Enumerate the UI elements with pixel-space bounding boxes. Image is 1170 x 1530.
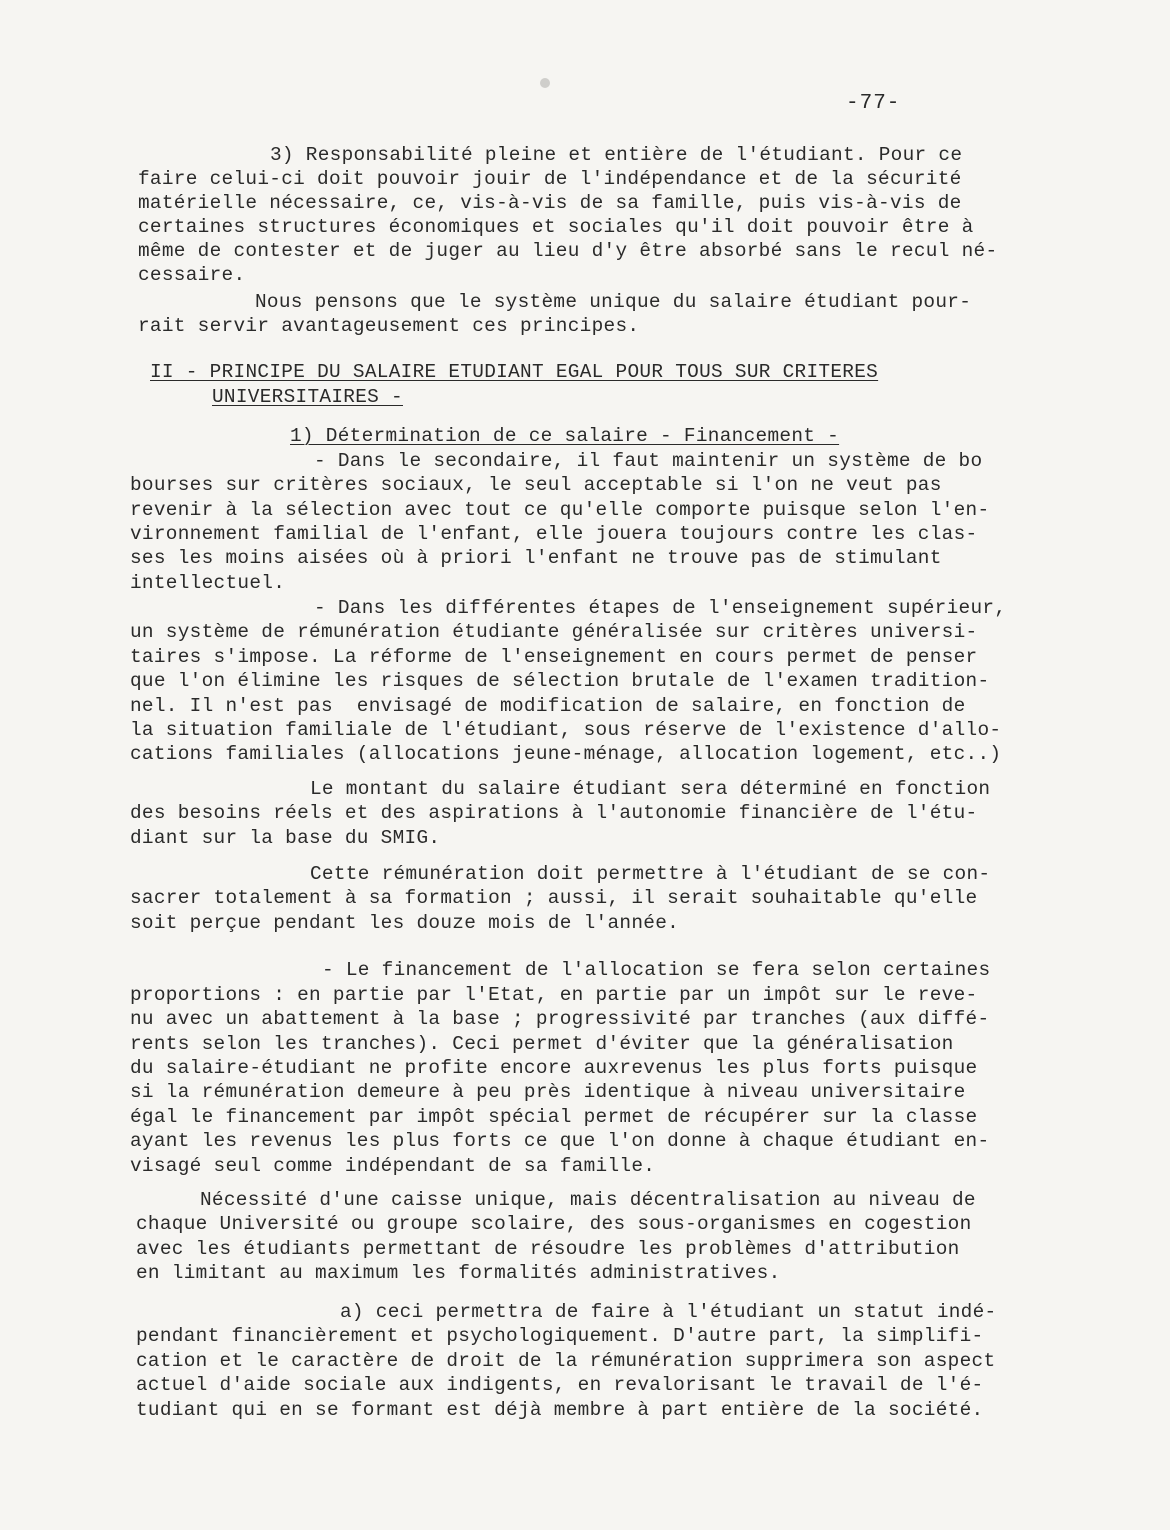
text-line: avec les étudiants permettant de résoudre les problèmes d'attribution <box>136 1238 960 1260</box>
text-line: cation et le caractère de droit de la rémunération supprimera son aspect <box>136 1350 996 1372</box>
text-line: sacrer totalement à sa formation ; aussi, il serait souhaitable qu'elle <box>130 887 978 909</box>
text-line: que l'on élimine les risques de sélection brutale de l'examen tradition- <box>130 670 990 692</box>
text-line: ayant les revenus les plus forts ce que l'on donne à chaque étudiant en- <box>130 1130 990 1152</box>
text-line: en limitant au maximum les formalités administratives. <box>136 1262 781 1284</box>
text-line: Nécessité d'une caisse unique, mais décentralisation au niveau de <box>200 1189 976 1211</box>
text-line: égal le financement par impôt spécial permet de récupérer sur la classe <box>130 1106 978 1128</box>
text-line: visagé seul comme indépendant de sa famille. <box>130 1155 656 1177</box>
text-line: rents selon les tranches). Ceci permet d'éviter que la généralisation <box>130 1033 954 1055</box>
text-line: diant sur la base du SMIG. <box>130 827 441 849</box>
text-line: cations familiales (allocations jeune-ménage, allocation logement, etc..) <box>130 743 1002 765</box>
text-line: Nous pensons que le système unique du salaire étudiant pour- <box>255 291 972 313</box>
text-line: vironnement familial de l'enfant, elle jouera toujours contre les clas- <box>130 523 978 545</box>
text-line: 1) Détermination de ce salaire - Financement - <box>290 425 840 447</box>
text-line: nu avec un abattement à la base ; progressivité par tranches (aux diffé- <box>130 1008 990 1030</box>
text-line: 3) Responsabilité pleine et entière de l'étudiant. Pour ce <box>270 144 963 166</box>
text-line: nel. Il n'est pas envisagé de modification de salaire, en fonction de <box>130 695 966 717</box>
text-line: proportions : en partie par l'Etat, en partie par un impôt sur le reve- <box>130 984 978 1006</box>
text-line: des besoins réels et des aspirations à l'autonomie financière de l'étu- <box>130 802 978 824</box>
text-line: soit perçue pendant les douze mois de l'année. <box>130 912 680 934</box>
text-line: a) ceci permettra de faire à l'étudiant un statut indé- <box>340 1301 997 1323</box>
text-line: actuel d'aide sociale aux indigents, en revalorisant le travail de l'é- <box>136 1374 984 1396</box>
text-line: si la rémunération demeure à peu près identique à niveau universitaire <box>130 1081 966 1103</box>
text-line: revenir à la sélection avec tout ce qu'elle comporte puisque selon l'en- <box>130 499 990 521</box>
text-line: tudiant qui en se formant est déjà membre à part entière de la société. <box>136 1399 984 1421</box>
punch-hole-mark <box>540 78 550 88</box>
text-line: ses les moins aisées où à priori l'enfant ne trouve pas de stimulant <box>130 547 942 569</box>
text-line: Cette rémunération doit permettre à l'étudiant de se con- <box>310 863 991 885</box>
text-line: taires s'impose. La réforme de l'enseignement en cours permet de penser <box>130 646 978 668</box>
text-line: la situation familiale de l'étudiant, sous réserve de l'existence d'allo- <box>130 719 1002 741</box>
text-line: certaines structures économiques et sociales qu'il doit pouvoir être à <box>138 216 974 238</box>
text-line: matérielle nécessaire, ce, vis-à-vis de sa famille, puis vis-à-vis de <box>138 192 962 214</box>
text-line: faire celui-ci doit pouvoir jouir de l'indépendance et de la sécurité <box>138 168 962 190</box>
text-line: UNIVERSITAIRES - <box>212 386 403 408</box>
text-line: Le montant du salaire étudiant sera déterminé en fonction <box>310 778 991 800</box>
text-line: intellectuel. <box>130 572 286 594</box>
text-line: - Dans les différentes étapes de l'enseignement supérieur, <box>314 597 1007 619</box>
text-line: du salaire-étudiant ne profite encore auxrevenus les plus forts puisque <box>130 1057 978 1079</box>
text-line: - Le financement de l'allocation se fera selon certaines <box>322 959 991 981</box>
text-line: II - PRINCIPE DU SALAIRE ETUDIANT EGAL POUR TOUS SUR CRITERES <box>150 361 879 383</box>
page-number: -77- <box>846 92 901 115</box>
text-line: bourses sur critères sociaux, le seul acceptable si l'on ne veut pas <box>130 474 942 496</box>
text-line: pendant financièrement et psychologiquement. D'autre part, la simplifi- <box>136 1325 984 1347</box>
text-line: - Dans le secondaire, il faut maintenir un système de bo <box>314 450 983 472</box>
text-line: chaque Université ou groupe scolaire, des sous-organismes en cogestion <box>136 1213 972 1235</box>
text-line: rait servir avantageusement ces principes. <box>138 315 640 337</box>
text-line: même de contester et de juger au lieu d'y être absorbé sans le recul né- <box>138 240 998 262</box>
text-line: un système de rémunération étudiante généralisée sur critères universi- <box>130 621 978 643</box>
text-line: cessaire. <box>138 264 246 286</box>
